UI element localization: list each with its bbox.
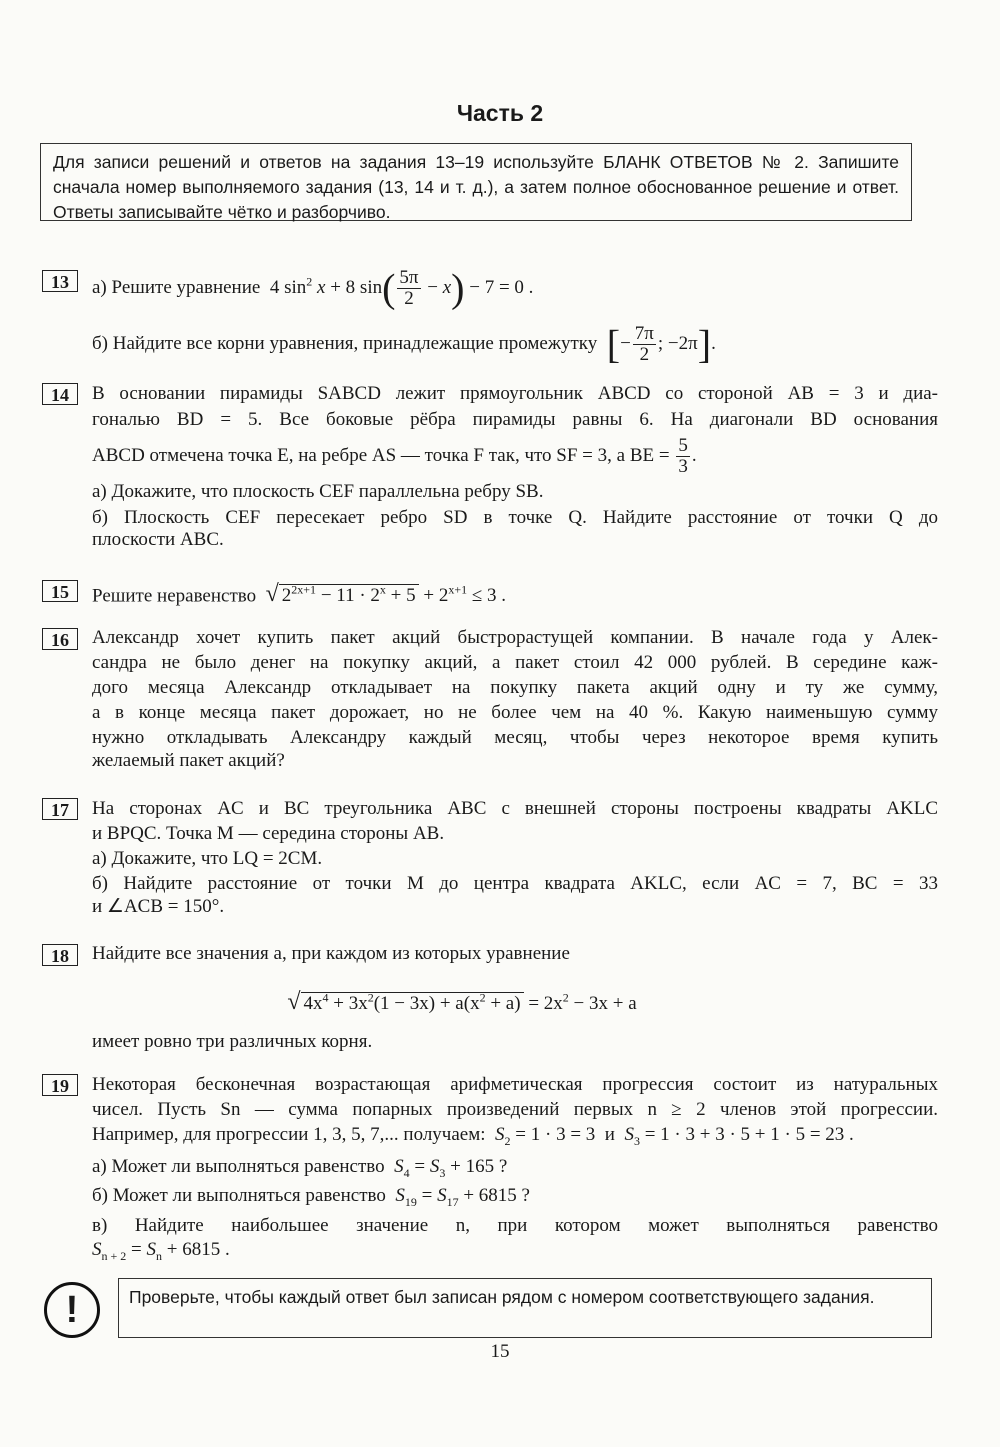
task-14-part-b-line-2: плоскости ABC. bbox=[92, 529, 224, 550]
task-13-interval: [− $\frac{7\pi}{2}$ ; −2π]. bbox=[606, 321, 716, 367]
task-13-part-b bbox=[92, 321, 938, 367]
task-16-line-2: сандра не было денег на покупку акций, а пакет стоил 42 000 рублей. В середине каж- bbox=[92, 652, 938, 673]
task-14-part-a: а) Докажите, что плоскость CEF параллельна ребру SB. bbox=[92, 481, 544, 502]
task-17-part-b-line-2: и ∠ACB = 150°. bbox=[92, 896, 225, 917]
task-19-line-3 bbox=[92, 1123, 938, 1153]
task-13-equation: 4 $\sin^2 x + 8$ sin( $\frac{5\pi}{2}$ − x) − 7 = 0 . bbox=[265, 265, 534, 311]
task-19-line-2: чисел. Пусть Sn — сумма попарных произведений первых n ≥ 2 членов этой прогрессии. bbox=[92, 1099, 938, 1120]
task-13-b-text: б) Найдите все корни уравнения, принадлежащие промежутку bbox=[92, 332, 598, 354]
page-number: 15 bbox=[490, 1341, 510, 1362]
task-14-line-3: ABCD отмечена точка E, на ребре AS — точка F так, что SF = 3, а BE = $\frac{5}{3}$ . bbox=[92, 435, 697, 477]
task-19-number: 19 bbox=[42, 1074, 78, 1096]
task-17-part-a: а) Докажите, что LQ = 2CM. bbox=[92, 848, 323, 869]
task-19-part-c-formula: $S_{n + 2} = S_n + 6815$ . bbox=[92, 1239, 230, 1263]
task-19-a-text: а) Может ли выполняться равенство bbox=[92, 1156, 385, 1177]
task-16-line-4: а в конце месяца пакет дорожает, но не более чем на 40 %. Какую наименьшую сумму bbox=[92, 702, 938, 723]
task-14-fraction: $\frac{5}{3}$ bbox=[678, 435, 688, 477]
warning-box: Проверьте, чтобы каждый ответ был записан рядом с номером соответствующего задания. bbox=[118, 1278, 932, 1338]
task-18-line-1: Найдите все значения a, при каждом из которых уравнение bbox=[92, 943, 570, 964]
task-15-inequality: √ $2^{2x+1} - 11 \cdot 2^x + 5 + 2^{x+1} \le 3$ . bbox=[265, 581, 507, 608]
task-19-example: $S_2 = 1 \cdot 3 = 3$ и $S_3 = 1 \cdot 3 + 3 \cdot 5 + 1 \cdot 5 = 23$ . bbox=[495, 1124, 854, 1148]
task-15-label: Решите неравенство bbox=[92, 585, 257, 607]
task-17-line-2: и BPQC. Точка M — середина стороны AB. bbox=[92, 823, 445, 844]
task-15-number: 15 bbox=[42, 580, 78, 602]
task-19-line-3-text: Например, для прогрессии 1, 3, 5, 7,... получаем: bbox=[92, 1124, 486, 1145]
task-18-equation: √ $4x^4 + 3x^2(1 - 3x) + a(x^2 + a) = 2x^2 - 3x + a$ bbox=[287, 989, 637, 1016]
task-14-line-2: гональю BD = 5. Все боковые рёбра пирамиды равны 6. На диагонали BD основания bbox=[92, 409, 938, 430]
task-14-part-b-line-1: б) Плоскость CEF пересекает ребро SD в точке Q. Найдите расстояние от точки Q до bbox=[92, 507, 938, 528]
task-16-line-3: дого месяца Александр откладывает на покупку пакета акций одну и ту же сумму, bbox=[92, 677, 938, 698]
task-14-line-1: В основании пирамиды SABCD лежит прямоугольник ABCD со стороной AB = 3 и диа- bbox=[92, 383, 938, 404]
instructions-box: Для записи решений и ответов на задания 13–19 используйте БЛАНК ОТВЕТОВ № 2. Запишите сначала номер выполняемого задания (13, 14 и т. д.), а затем полное обоснованное решение и ответ. Ответы записывайте чётко и разборчиво. bbox=[40, 143, 912, 221]
task-13-number: 13 bbox=[42, 270, 78, 292]
task-13-a-text: а) Решите уравнение bbox=[92, 276, 261, 298]
task-16-line-6: желаемый пакет акций? bbox=[92, 750, 285, 771]
task-19-part-c: в) Найдите наибольшее значение n, при котором может выполняться равенство bbox=[92, 1215, 938, 1236]
task-18-number: 18 bbox=[42, 944, 78, 966]
task-15-text bbox=[92, 578, 938, 608]
task-19-b-text: б) Может ли выполняться равенство bbox=[92, 1185, 386, 1206]
page-title: Часть 2 bbox=[456, 100, 544, 126]
task-14-number: 14 bbox=[42, 383, 78, 405]
task-17-number: 17 bbox=[42, 798, 78, 820]
task-16-number: 16 bbox=[42, 628, 78, 650]
task-19-line-1: Некоторая бесконечная возрастающая арифметическая прогрессия состоит из натуральных bbox=[92, 1074, 938, 1095]
task-17-line-1: На сторонах AC и BC треугольника ABC с внешней стороны построены квадраты AKLC bbox=[92, 798, 938, 819]
task-13-part-a bbox=[92, 265, 938, 311]
task-14-line-3-text: ABCD отмечена точка E, на ребре AS — точка F так, что SF = 3, а BE = bbox=[92, 444, 670, 466]
task-19-part-a: а) Может ли выполняться равенство $S_4 = S_3 + 165$ ? bbox=[92, 1156, 508, 1180]
exclamation-icon: ! bbox=[44, 1282, 100, 1338]
task-16-line-1: Александр хочет купить пакет акций быстрорастущей компании. В начале года у Алек- bbox=[92, 627, 938, 648]
task-19-part-b: б) Может ли выполняться равенство $S_{19} = S_{17} + 6815$ ? bbox=[92, 1185, 530, 1209]
task-18-line-2: имеет ровно три различных корня. bbox=[92, 1031, 373, 1052]
task-17-part-b-line-1: б) Найдите расстояние от точки M до центра квадрата AKLC, если AC = 7, BC = 33 bbox=[92, 873, 938, 894]
task-16-line-5: нужно откладывать Александру каждый месяц, чтобы через некоторое время купить bbox=[92, 727, 938, 748]
